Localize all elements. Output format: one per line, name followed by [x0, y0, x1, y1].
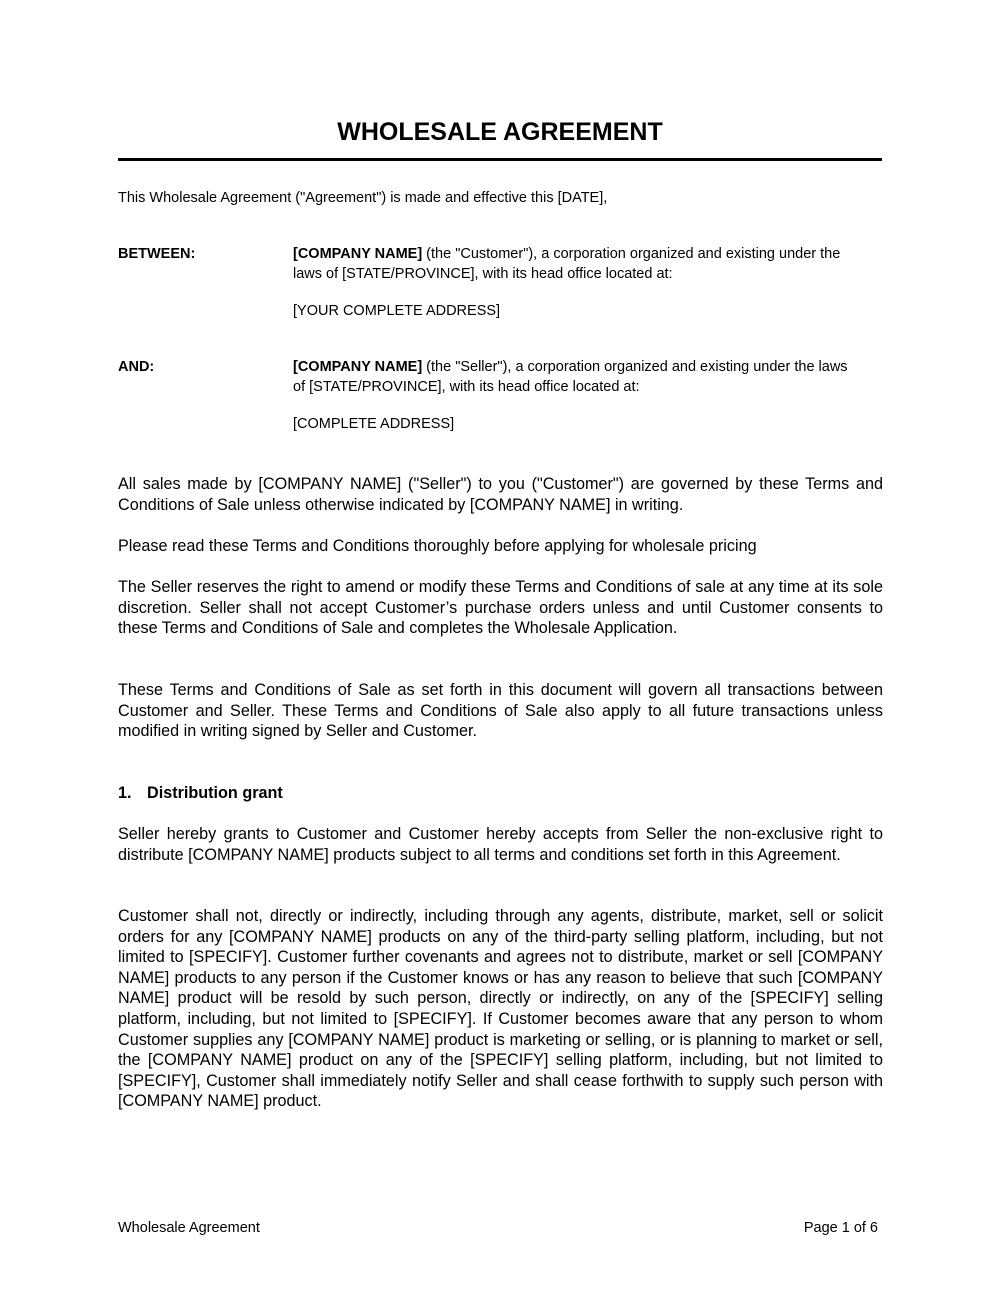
between-text: (the "Customer"), a corporation organized and existing under the laws of [STATE/PROVINCE], with its head office located at:	[293, 246, 841, 282]
paragraph-sales-terms: All sales made by [COMPANY NAME] ("Seller") to you ("Customer") are governed by these Terms and Conditions of Sale unless otherwise indicated by [COMPANY NAME] in writing.	[118, 475, 883, 514]
footer-document-name: Wholesale Agreement	[118, 1220, 260, 1236]
and-label: AND:	[118, 359, 155, 375]
and-company-name: [COMPANY NAME]	[293, 359, 423, 375]
between-body	[293, 244, 858, 321]
footer-page-number: Page 1 of 6	[803, 1220, 878, 1236]
between-company-name: [COMPANY NAME]	[293, 246, 423, 262]
paragraph-read-terms: Please read these Terms and Conditions thoroughly before applying for wholesale pricing	[118, 537, 757, 555]
between-label: BETWEEN:	[118, 246, 196, 262]
section-1-paragraph-restrictions: Customer shall not, directly or indirectly, including through any agents, distribute, market, sell or solicit orders for any [COMPANY NAME] products on any of the third-party selling platform, including, but not limited to [SPECIFY]. Customer further covenants and agrees not to distribute, market or sell [COMPANY NAME] products to any person if the Customer knows or has any reason to believe that such [COMPANY NAME] product will be resold by such person, directly or indirectly, on any of the [SPECIFY] selling platform, including, but not limited to [SPECIFY]. If Customer becomes aware that any person to whom Customer supplies any [COMPANY NAME] product is marketing or selling, or is planning to market or sell, the [COMPANY NAME] product on any of the [SPECIFY] selling platform, including, but not limited to [SPECIFY], Customer shall immediately notify Seller and shall cease forthwith to supply such person with [COMPANY NAME] product.	[118, 907, 883, 1111]
between-address: [YOUR COMPLETE ADDRESS]	[293, 303, 501, 319]
title-divider	[118, 158, 882, 161]
section-1-paragraph-grant: Seller hereby grants to Customer and Customer hereby accepts from Seller the non-exclusive right to distribute [COMPANY NAME] products subject to all terms and conditions set forth in this Agreement.	[118, 825, 883, 864]
intro-text: This Wholesale Agreement ("Agreement") is made and effective this [DATE],	[118, 190, 608, 206]
section-1-number: 1.	[118, 784, 132, 802]
section-1-title: Distribution grant	[147, 784, 283, 802]
paragraph-govern-transactions: These Terms and Conditions of Sale as set forth in this document will govern all transactions between Customer and Seller. These Terms and Conditions of Sale also apply to all future transactions unless modified in writing signed by Seller and Customer.	[118, 681, 883, 741]
document-title: WHOLESALE AGREEMENT	[337, 118, 663, 146]
paragraph-amend-terms: The Seller reserves the right to amend or modify these Terms and Conditions of sale at any time at its sole discretion. Seller shall not accept Customer’s purchase orders unless and until Customer consents to these Terms and Conditions of Sale and completes the Wholesale Application.	[118, 578, 883, 638]
section-1-heading	[118, 783, 882, 803]
and-text: (the "Seller"), a corporation organized and existing under the laws of [STATE/PROVINCE], with its head office located at:	[293, 359, 848, 395]
and-address: [COMPLETE ADDRESS]	[293, 416, 455, 432]
and-description	[293, 357, 858, 397]
and-body	[293, 357, 858, 434]
between-description	[293, 244, 858, 284]
